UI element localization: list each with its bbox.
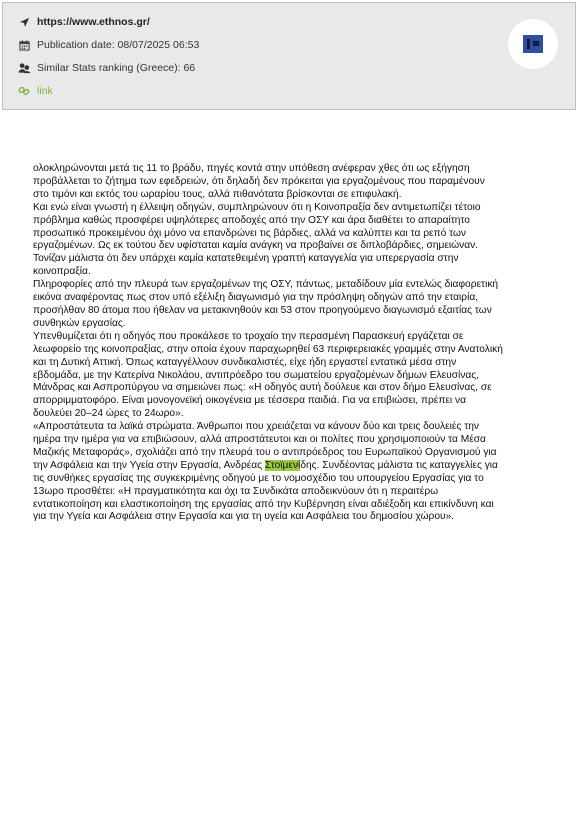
ethnos-logo-icon (523, 35, 543, 53)
link-chain-icon (17, 84, 31, 98)
article-paragraph-4: Υπενθυμίζεται ότι η οδηγός που προκάλεσε το τροχαίο την περασμένη Παρασκευή εργάζεται σε λεωφορείο της κοινοπραξίας, στην οποία έχουν παραχωρηθεί 63 περιφερειακές γραμμές στην Ανατολική και τη Δυτική Αττική. Όπως καταγγέλλουν συνδικαλιστές, είχε ήδη εργαστεί εντατικά μέσα στην εβδομάδα, με την Κατερίνα Νικολάου, αντιπρόεδρο του σωματείου εργαζομένων δήμων Ελευσίνας, Μάνδρας και Ασπροπύργου να σημειώνει πως: «Η οδηγός αυτή δούλευε και στον δήμο Ελευσίνας, σε απορριμματοφόρο. Είναι μονογονεϊκή οικογένεια με τέσσερα παιδιά. Για να επιβιώσει, πρέπει να δουλεύει 20–24 ώρες το 24ωρο». (33, 330, 503, 420)
source-link-row[interactable] (17, 82, 53, 100)
source-info-panel (2, 2, 576, 110)
ranking-row (17, 59, 195, 77)
users-group-icon (17, 61, 31, 75)
location-arrow-icon (17, 15, 31, 29)
article-paragraph-2: Και ενώ είναι γνωστή η έλλειψη οδηγών, συμπληρώνουν ότι η Κοινοπραξία δεν αντιμετωπίζει τέτοιο πρόβλημα καθώς προσφέρει υψηλότερες αποδοχές από την ΟΣΥ και άρα διαθέτει το απαραίτητο προσωπικό προκειμένου όχι μόνο να επανδρώνει τις βάρδιες, αλλά να καλύπτει και τα ρεπό των εργαζομένων. Ως εκ τούτου δεν υφίσταται καμία ανάγκη να προβαίνει σε διπλοβάρδιες, σημειώναν. Τονίζαν μάλιστα ότι δεν υπάρχει καμία κατατεθειμένη γραπτή καταγγελία για υπερεργασία στην κοινοπραξία. (33, 201, 481, 278)
ranking-text: Similar Stats ranking (Greece): 66 (37, 62, 196, 74)
article-paragraph-3: Πληροφορίες από την πλευρά των εργαζομένων της ΟΣΥ, πάντως, μεταδίδουν μία εντελώς διαφορετική εικόνα αναφέροντας πως στον υπό εξέλιξη διαγωνισμό για την πρόσληψη οδηγών από την εταιρία, προσήλθαν 80 άτομα που ήθελαν να μετακινηθούν και 53 στον προηγούμενο διαγωνισμό εξαιτίας των συνθηκών εργασίας. (33, 279, 499, 329)
site-favicon (508, 19, 558, 69)
paragraph-5-start: «Απροστάτευτα τα λαϊκά στρώματα. Άνθρωποι που χρειάζεται να κάνουν δύο και τρεις δουλειές την ημέρα την ημέρα για να επιβιώσουν, αλλά απροστάτευτοι και οι πολίτες που χρησιμοποιούν τα Μέσα Μαζικής Μεταφοράς», σχολιάζει από την πλευρά του ο αντιπρόεδρος του Ευρωπαϊκού Οργανισμού για την Ασφάλεια και την Υγεία στην Εργασία, Ανδρέας (33, 421, 497, 471)
paragraph-5-end: δης. Συνδέοντας μάλιστα τις καταγγελίες για τις συνθήκες εργασίας της συγκεκριμένης οδηγού με το νομοσχέδιο του υπουργείου Εργασίας για το 13ωρο προσθέτει: «Η πραγματικότητα και όχι τα Συνδικάτα αποδεικνύουν ότι η περαιτέρω εντατικοποίηση και ελαστικοποίηση της εργασίας από την Κυβέρνηση είναι αδιέξοδη και επικίνδυνη και για την Υγεία και Ασφάλεια στην Εργασία και για τη υγεία και Ασφάλεια του δημοσίου χώρου». (33, 459, 498, 523)
source-link[interactable]: link (37, 85, 53, 97)
publication-date: Publication date: 08/07/2025 06:53 (37, 39, 200, 51)
source-url-row (17, 13, 150, 31)
article-paragraph-5 (33, 421, 503, 524)
article-body (33, 163, 503, 524)
publication-date-row (17, 36, 199, 54)
article-paragraph-1: ολοκληρώνονται μετά τις 11 το βράδυ, πηγές κοντά στην υπόθεση ανέφεραν χθες ότι ως εξήγηση προβάλλεται το ζήτημα των εφεδρειών, ότι δηλαδή δεν πρόκειται για εργαζομένους που παραμένουν στο τιμόνι και εκτός του ωραρίου τους, αλλά πιθανότατα βρίσκονται σε επιφυλακή. (33, 163, 485, 200)
source-url: https://www.ethnos.gr/ (37, 16, 150, 28)
calendar-icon (17, 38, 31, 52)
highlighted-name: Στοϊμενί (264, 459, 301, 471)
